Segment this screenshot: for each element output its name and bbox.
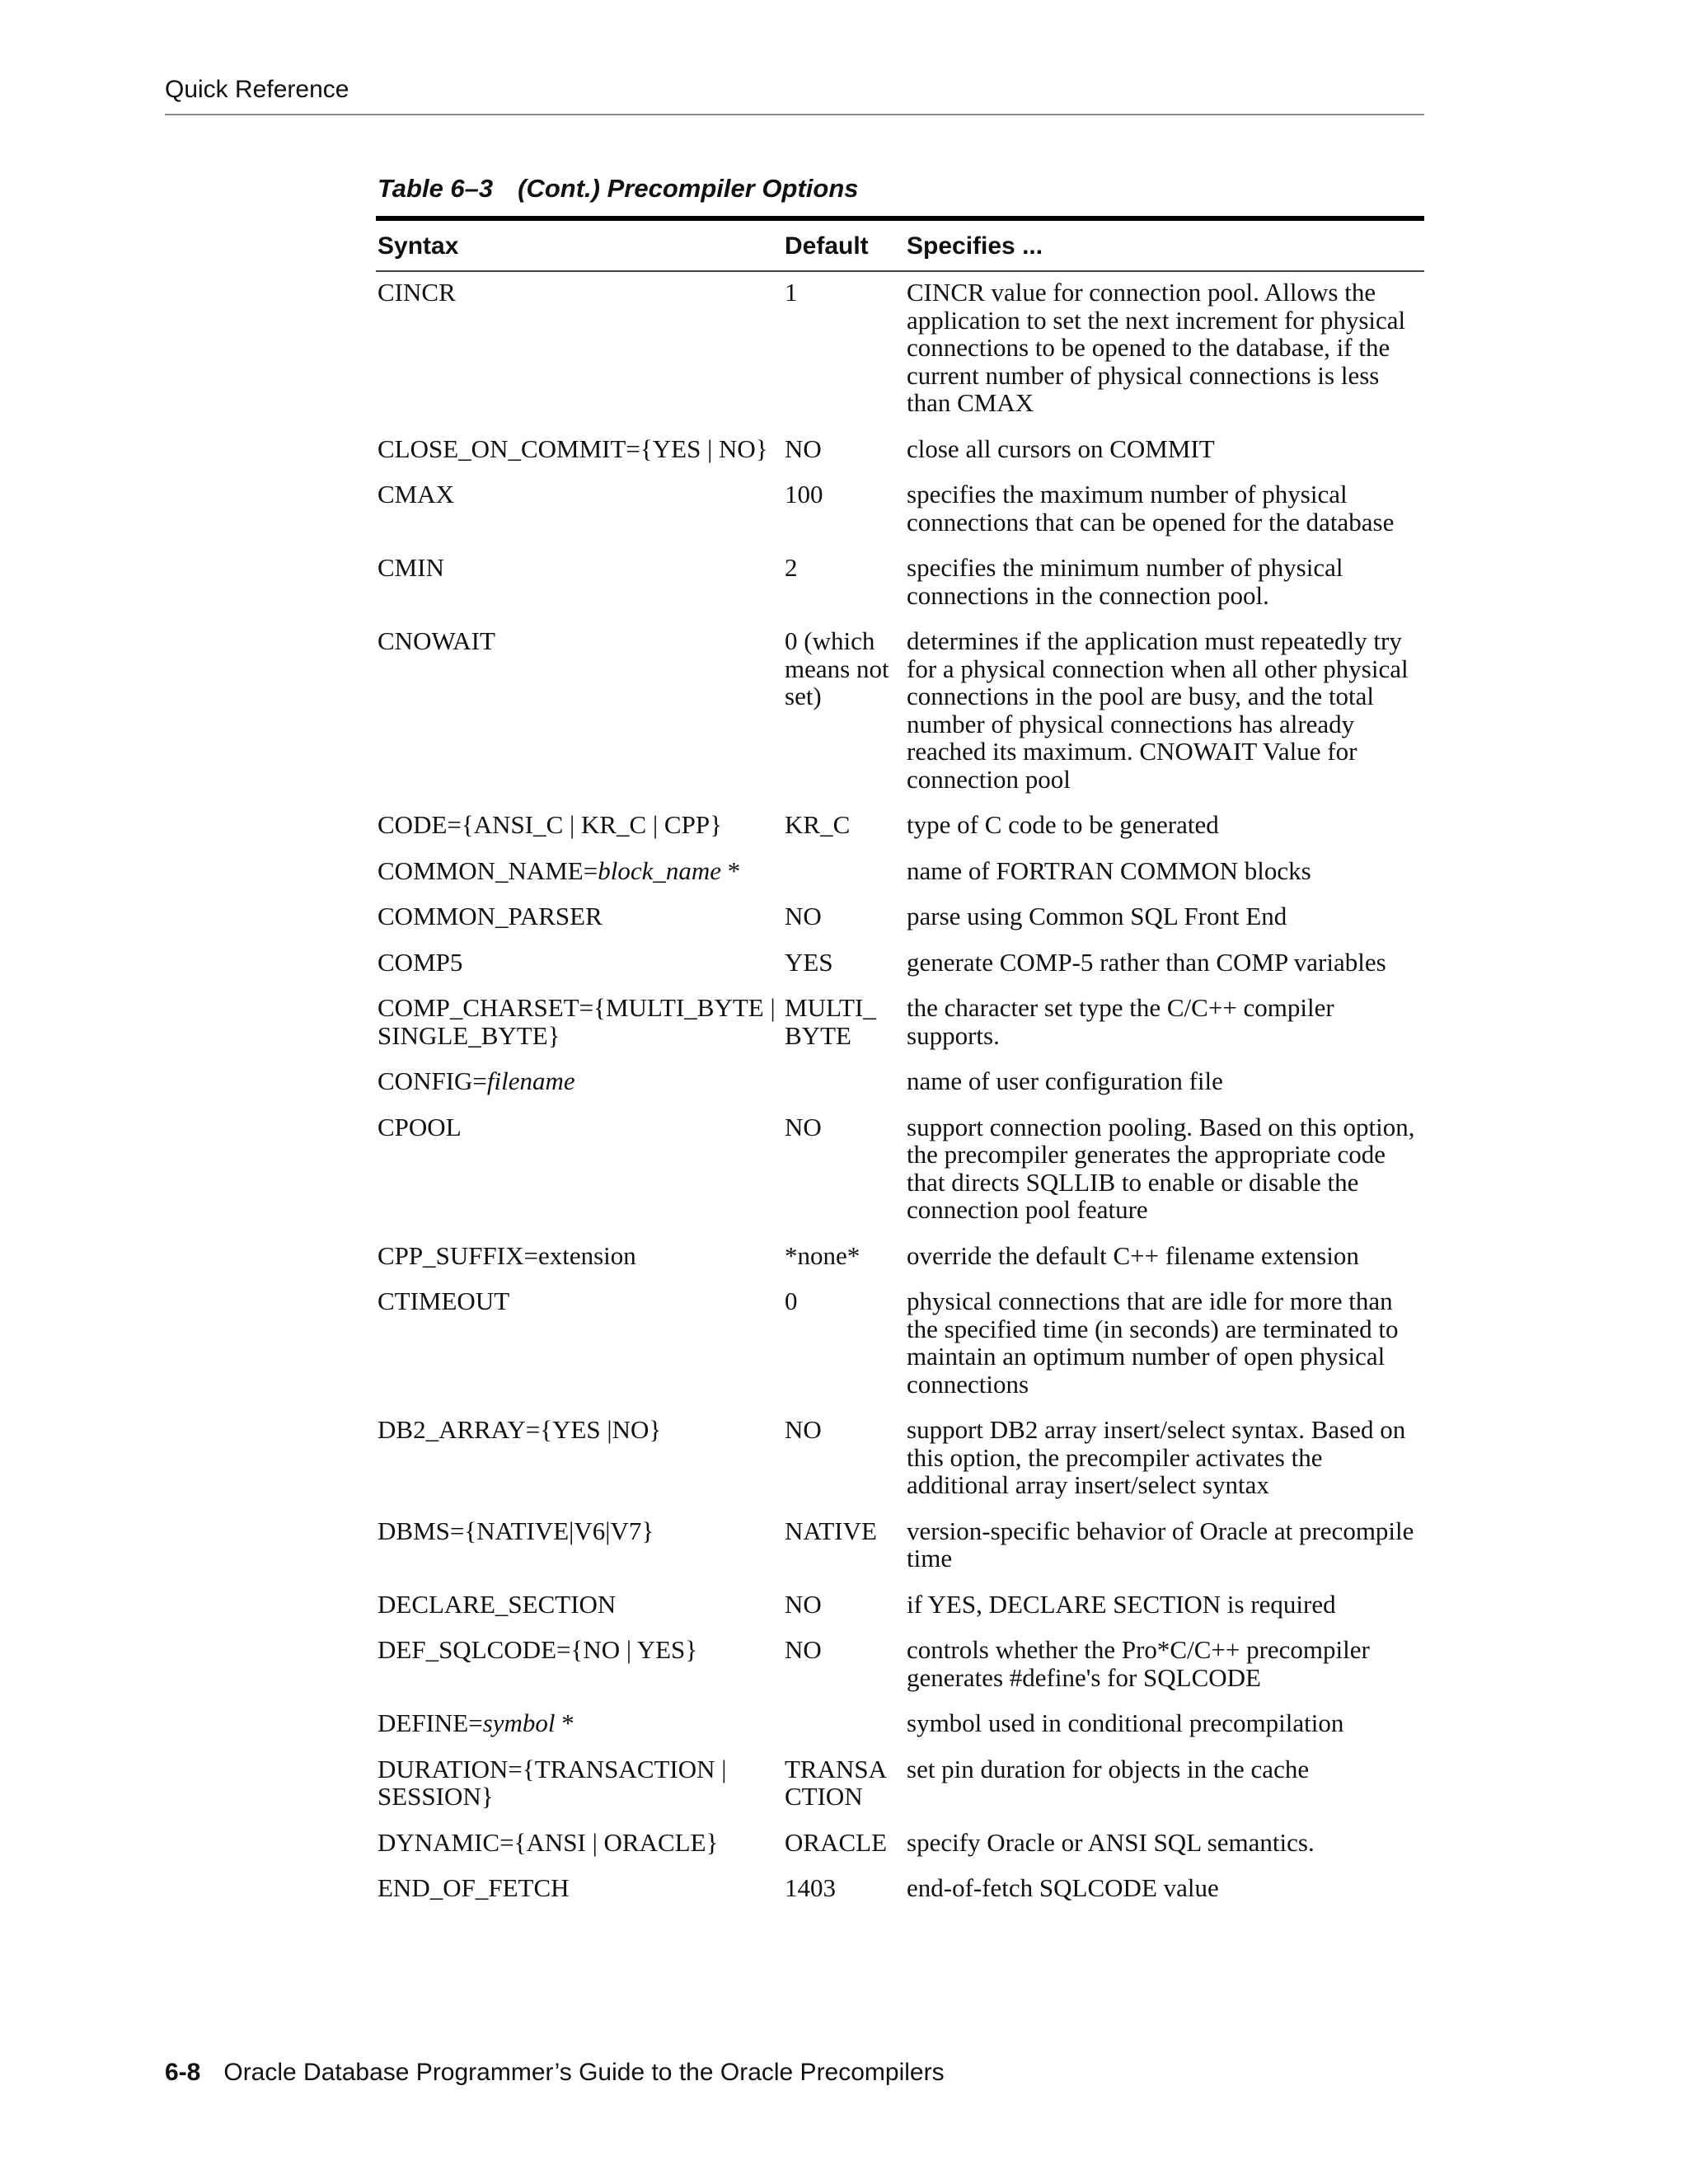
table-header-row [376, 218, 1424, 271]
table-row [376, 1628, 1424, 1701]
syntax-cell [376, 986, 783, 1059]
syntax-cell [376, 849, 783, 895]
specifies-cell: name of user configuration file [907, 1066, 1223, 1095]
default-cell [783, 849, 905, 895]
default-cell: *none* [785, 1240, 860, 1270]
specifies-cell: determines if the application must repeatedly try for a physical connection when all other physical connections in the pool are busy, and the total number of physical connections has already reached its maximum. CNOWAIT Value for connection pool [907, 626, 1409, 794]
table-row [376, 619, 1424, 803]
syntax-cell [376, 472, 783, 546]
specifies-cell: CINCR value for connection pool. Allows the application to set the next increment for physical connections to be opened to the database, if the current number of physical connections is less than CMAX [907, 278, 1406, 417]
precompiler-options-table [376, 216, 1424, 1912]
specifies-cell: symbol used in conditional precompilation [907, 1708, 1344, 1737]
syntax-cell [376, 1059, 783, 1105]
syntax-suffix: * [555, 1708, 574, 1737]
specifies-cell: specifies the minimum number of physical connections in the connection pool. [907, 553, 1343, 610]
syntax-cell [376, 1701, 783, 1747]
specifies-cell: if YES, DECLARE SECTION is required [907, 1589, 1336, 1619]
column-header-default: Default [783, 218, 905, 271]
syntax-text: END_OF_FETCH [377, 1873, 570, 1902]
default-cell: 1 [785, 278, 798, 307]
specifies-cell: support DB2 array insert/select syntax. Based on this option, the precompiler activates the additional array insert/select syntax [907, 1415, 1406, 1499]
table-row [376, 1582, 1424, 1629]
default-cell [783, 1059, 905, 1105]
table-row [376, 427, 1424, 473]
default-cell: 100 [785, 480, 823, 509]
default-cell: 0 (which means not set) [785, 626, 889, 710]
syntax-cell [376, 546, 783, 619]
syntax-cell [376, 1582, 783, 1629]
specifies-cell: the character set type the C/C++ compiler supports. [907, 993, 1334, 1050]
syntax-text: DEF_SQLCODE={NO | YES} [377, 1635, 698, 1664]
table-row [376, 986, 1424, 1059]
table-row [376, 1747, 1424, 1821]
specifies-cell: version-specific behavior of Oracle at precompile time [907, 1516, 1414, 1572]
syntax-cell [376, 1279, 783, 1408]
syntax-text: CMAX [377, 480, 455, 509]
default-cell: TRANSA CTION [785, 1754, 886, 1811]
table-row [376, 1059, 1424, 1105]
table-row [376, 546, 1424, 619]
syntax-suffix: * [721, 855, 741, 885]
default-cell: 1403 [785, 1873, 836, 1902]
syntax-text: CLOSE_ON_COMMIT={YES | NO} [377, 434, 768, 463]
specifies-cell: close all cursors on COMMIT [907, 434, 1215, 463]
syntax-text: COMP_CHARSET={MULTI_BYTE | SINGLE_BYTE} [377, 993, 776, 1050]
syntax-cell [376, 1628, 783, 1701]
table-row [376, 1866, 1424, 1912]
specifies-cell: name of FORTRAN COMMON blocks [907, 855, 1311, 885]
syntax-text: DEFINE= [377, 1708, 483, 1737]
syntax-text: COMP5 [377, 947, 463, 977]
table-row [376, 803, 1424, 849]
syntax-placeholder: block_name [598, 855, 722, 885]
table-caption-label: Table 6–3 [377, 174, 494, 203]
syntax-text: CPOOL [377, 1112, 462, 1141]
table-row [376, 940, 1424, 987]
syntax-text: DURATION={TRANSACTION | SESSION} [377, 1754, 727, 1811]
table-row [376, 1509, 1424, 1582]
default-cell: NO [785, 1635, 822, 1664]
table-row [376, 894, 1424, 940]
syntax-placeholder: filename [486, 1066, 575, 1095]
syntax-cell [376, 1866, 783, 1912]
specifies-cell: parse using Common SQL Front End [907, 902, 1287, 930]
table-row [376, 1701, 1424, 1747]
syntax-cell [376, 1509, 783, 1582]
table-row [376, 1105, 1424, 1234]
default-cell: NATIVE [785, 1516, 877, 1545]
specifies-cell: override the default C++ filename extension [907, 1240, 1359, 1270]
default-cell: NO [785, 1415, 822, 1444]
syntax-text: CONFIG= [377, 1066, 487, 1095]
specifies-cell: specifies the maximum number of physical connections that can be opened for the database [907, 480, 1395, 537]
syntax-cell [376, 1105, 783, 1234]
specifies-cell: generate COMP-5 rather than COMP variables [907, 947, 1386, 977]
syntax-cell [376, 271, 783, 427]
default-cell: NO [785, 1112, 822, 1141]
default-cell: YES [785, 947, 833, 977]
running-footer [165, 2055, 945, 2090]
table-row [376, 1408, 1424, 1509]
syntax-text: DECLARE_SECTION [377, 1589, 617, 1619]
syntax-cell [376, 427, 783, 473]
table-row [376, 1234, 1424, 1280]
default-cell: NO [785, 902, 822, 930]
syntax-text: COMMON_NAME= [377, 855, 598, 885]
syntax-cell [376, 940, 783, 987]
table-caption [377, 171, 859, 206]
syntax-text: CPP_SUFFIX=extension [377, 1240, 636, 1270]
table-row [376, 271, 1424, 427]
table-caption-title: (Cont.) Precompiler Options [518, 174, 859, 203]
table-row [376, 849, 1424, 895]
page-number: 6-8 [165, 2059, 201, 2086]
specifies-cell: specify Oracle or ANSI SQL semantics. [907, 1827, 1315, 1857]
syntax-cell [376, 619, 783, 803]
syntax-cell [376, 1821, 783, 1867]
running-header: Quick Reference [165, 76, 349, 103]
syntax-cell [376, 894, 783, 940]
table-body [376, 271, 1424, 1912]
default-cell: 0 [785, 1286, 798, 1315]
table-row [376, 1279, 1424, 1408]
syntax-placeholder: symbol [482, 1708, 556, 1737]
default-cell: NO [785, 434, 822, 463]
table-row [376, 472, 1424, 546]
syntax-text: DB2_ARRAY={YES |NO} [377, 1415, 662, 1444]
specifies-cell: type of C code to be generated [907, 810, 1219, 839]
syntax-cell [376, 1234, 783, 1280]
default-cell [783, 1701, 905, 1747]
syntax-text: CMIN [377, 553, 444, 582]
syntax-text: CNOWAIT [377, 626, 495, 655]
syntax-cell [376, 1408, 783, 1509]
syntax-text: DBMS={NATIVE|V6|V7} [377, 1516, 654, 1545]
default-cell: ORACLE [785, 1827, 887, 1857]
column-header-syntax: Syntax [376, 218, 783, 271]
specifies-cell: end-of-fetch SQLCODE value [907, 1873, 1219, 1902]
book-title: Oracle Database Programmer’s Guide to the Oracle Precompilers [223, 2059, 945, 2086]
default-cell: MULTI_ BYTE [785, 993, 876, 1050]
syntax-text: CTIMEOUT [377, 1286, 510, 1315]
default-cell: 2 [785, 553, 798, 582]
syntax-cell [376, 803, 783, 849]
specifies-cell: physical connections that are idle for more than the specified time (in seconds) are terminated to maintain an optimum number of open physical connections [907, 1286, 1399, 1399]
syntax-text: CODE={ANSI_C | KR_C | CPP} [377, 810, 722, 839]
syntax-text: DYNAMIC={ANSI | ORACLE} [377, 1827, 719, 1857]
default-cell: NO [785, 1589, 822, 1619]
column-header-specifies: Specifies ... [905, 218, 1424, 271]
specifies-cell: support connection pooling. Based on this option, the precompiler generates the appropriate code that directs SQLLIB to enable or disable the connection pool feature [907, 1112, 1415, 1224]
syntax-text: CINCR [377, 278, 456, 307]
syntax-text: COMMON_PARSER [377, 902, 603, 930]
specifies-cell: set pin duration for objects in the cache [907, 1754, 1310, 1783]
specifies-cell: controls whether the Pro*C/C++ precompiler generates #define's for SQLCODE [907, 1635, 1370, 1692]
table-row [376, 1821, 1424, 1867]
header-rule [165, 114, 1424, 115]
syntax-cell [376, 1747, 783, 1821]
default-cell: KR_C [785, 810, 851, 839]
